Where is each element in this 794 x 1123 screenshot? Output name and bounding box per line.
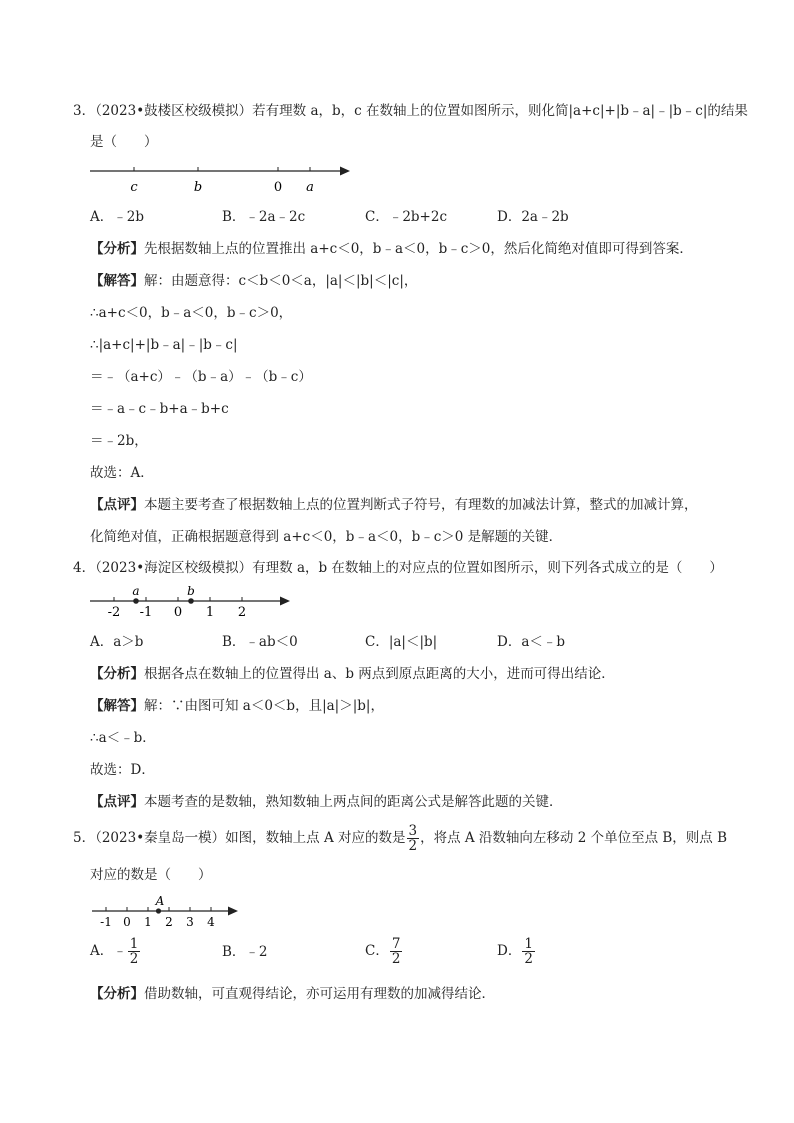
- q5-option-a-prefix: A．﹣: [90, 943, 127, 959]
- q5-stem-line1: [73, 824, 727, 853]
- q4-tick-1: 1: [205, 605, 215, 620]
- q4-review-text: 本题考查的是数轴，熟知数轴上两点间的距离公式是解答此题的关键．: [144, 794, 563, 810]
- q5-stem-part1: 5．（2023•秦皇岛一模）如图，数轴上点 A 对应的数是: [73, 830, 406, 846]
- q3-stem-line2: 是（ ）: [90, 134, 158, 150]
- q5-analysis-tag: 【分析】: [90, 986, 144, 1002]
- q3-analysis-tag: 【分析】: [90, 241, 144, 257]
- q3-answer-line4: ＝﹣（a+c）﹣（b﹣a）﹣（b﹣c）: [90, 369, 312, 385]
- q5-option-c-num: 7: [391, 936, 401, 952]
- q4-review-tag: 【点评】: [90, 794, 144, 810]
- q3-answer-line3: ∴|a+c|+|b﹣a|﹣|b﹣c|: [90, 337, 238, 353]
- q5-label-a: A: [155, 894, 165, 908]
- q5-option-b-prefix: B．﹣2: [222, 944, 268, 960]
- q4-analysis-text: 根据各点在数轴上的位置得出 a、b 两点到原点距离的大小，进而可得出结论．: [144, 666, 615, 682]
- q3-option-a: A．﹣2b: [90, 209, 144, 225]
- q5-option-d-num: 1: [524, 936, 533, 952]
- q4-option-b: B．﹣ab＜0: [222, 634, 298, 650]
- q3-analysis: [90, 240, 693, 258]
- q5-option-d-prefix: D．: [497, 943, 522, 959]
- q5-option-c-den: 2: [391, 951, 401, 967]
- q4-option-a: A．a＞b: [90, 634, 144, 650]
- q4-answer-tag: 【解答】: [90, 698, 144, 714]
- q3-option-d: D．2a﹣2b: [497, 209, 569, 225]
- q5-tick-1: 1: [144, 915, 152, 928]
- q4-tick-0: 0: [173, 605, 183, 620]
- q4-tick-neg1: -1: [139, 605, 153, 620]
- q4-tick-2: 2: [237, 605, 247, 620]
- q3-review-text-1: 本题主要考查了根据数轴上点的位置判断式子符号，有理数的加减法计算，整式的加减计算，: [144, 497, 698, 513]
- q5-stem-line2: 对应的数是（ ）: [90, 867, 212, 883]
- q5-analysis-text: 借助数轴，可直观得结论，亦可运用有理数的加减得结论．: [144, 986, 495, 1002]
- q4-label-a: a: [132, 584, 140, 598]
- q5-tick-0: 0: [123, 915, 131, 928]
- q4-review: [90, 793, 563, 811]
- q5-option-d-fraction: [522, 937, 535, 966]
- q5-tick-neg1: -1: [100, 915, 112, 928]
- q3-review-tag: 【点评】: [90, 497, 144, 513]
- q3-review-line1: [90, 496, 698, 514]
- q5-option-c-prefix: C．: [365, 943, 389, 959]
- q3-answer-line5: ＝﹣a﹣c﹣b+a﹣b+c: [90, 401, 229, 417]
- q5-option-b: [222, 943, 268, 961]
- q3-label-b: b: [193, 180, 203, 195]
- q3-label-c: c: [130, 180, 138, 195]
- q3-answer-line1: [90, 272, 417, 290]
- q3-option-c: C．﹣2b+2c: [365, 209, 448, 225]
- q5-option-d: [497, 937, 536, 966]
- q3-stem-line1: 3．（2023•鼓楼区校级模拟）若有理数 a，b，c 在数轴上的位置如图所示，则化简|a+c|+|b﹣a|﹣|b﹣c|的结果: [73, 103, 748, 119]
- q5-option-d-den: 2: [524, 951, 533, 967]
- q4-tick-neg2: -2: [107, 605, 121, 620]
- q3-analysis-text: 先根据数轴上点的位置推出 a+c＜0，b﹣a＜0，b﹣c＞0，然后化简绝对值即可得到答案．: [144, 241, 693, 257]
- q5-number-line: [90, 894, 250, 928]
- q4-answer-line2: ∴a＜﹣b．: [90, 730, 156, 746]
- q3-option-b: B．﹣2a﹣2c: [222, 209, 306, 225]
- q5-option-a-fraction: [128, 937, 141, 966]
- q5-option-a-den: 2: [129, 951, 139, 967]
- q3-answer-line6: ＝﹣2b，: [90, 433, 148, 449]
- q4-label-b: b: [187, 584, 195, 598]
- q3-review-line2: 化简绝对值，正确根据题意得到 a+c＜0，b﹣a＜0，b﹣c＞0 是解题的关键．: [90, 529, 563, 545]
- q3-answer-line2: ∴a+c＜0，b﹣a＜0，b﹣c＞0，: [90, 305, 293, 321]
- q4-option-d: D．a＜﹣b: [497, 634, 566, 650]
- q5-option-c-fraction: [390, 937, 403, 966]
- q4-number-line: [88, 584, 298, 620]
- q4-stem: 4．（2023•海淀区校级模拟）有理数 a，b 在数轴上的对应点的位置如图所示，则下列各式成立的是（ ）: [73, 560, 723, 576]
- q4-analysis: [90, 665, 615, 683]
- q4-answer-line1: [90, 697, 384, 715]
- q5-stem-frac-num: 3: [408, 823, 418, 839]
- q5-analysis: [90, 985, 495, 1003]
- q4-option-c: C．|a|＜|b|: [365, 634, 438, 650]
- q5-tick-4: 4: [207, 915, 215, 928]
- q5-option-a: [90, 937, 141, 966]
- q5-tick-3: 3: [186, 915, 194, 928]
- q3-answer-tag: 【解答】: [90, 273, 144, 289]
- q4-answer-text-1: 解：∵由图可知 a＜0＜b，且|a|＞|b|，: [144, 698, 384, 714]
- q3-answer-text-1: 解：由题意得：c＜b＜0＜a，|a|＜|b|＜|c|，: [144, 273, 418, 289]
- q5-point-a: [156, 908, 161, 913]
- q3-number-line: [88, 160, 358, 196]
- q5-stem-part2: ，将点 A 沿数轴向左移动 2 个单位至点 B，则点 B: [420, 830, 728, 846]
- q4-point-a: [133, 598, 139, 604]
- q5-stem-frac-den: 2: [408, 838, 418, 854]
- q4-point-b: [188, 598, 194, 604]
- q4-answer-line3: 故选：D．: [90, 762, 155, 778]
- q5-option-c: [365, 937, 403, 966]
- q4-analysis-tag: 【分析】: [90, 666, 144, 682]
- q5-stem-fraction: [407, 824, 420, 853]
- q3-label-a: a: [306, 180, 314, 195]
- q5-option-a-num: 1: [129, 936, 139, 952]
- q3-label-0: 0: [273, 180, 283, 195]
- q3-answer-line7: 故选：A．: [90, 465, 154, 481]
- q5-tick-2: 2: [165, 915, 173, 928]
